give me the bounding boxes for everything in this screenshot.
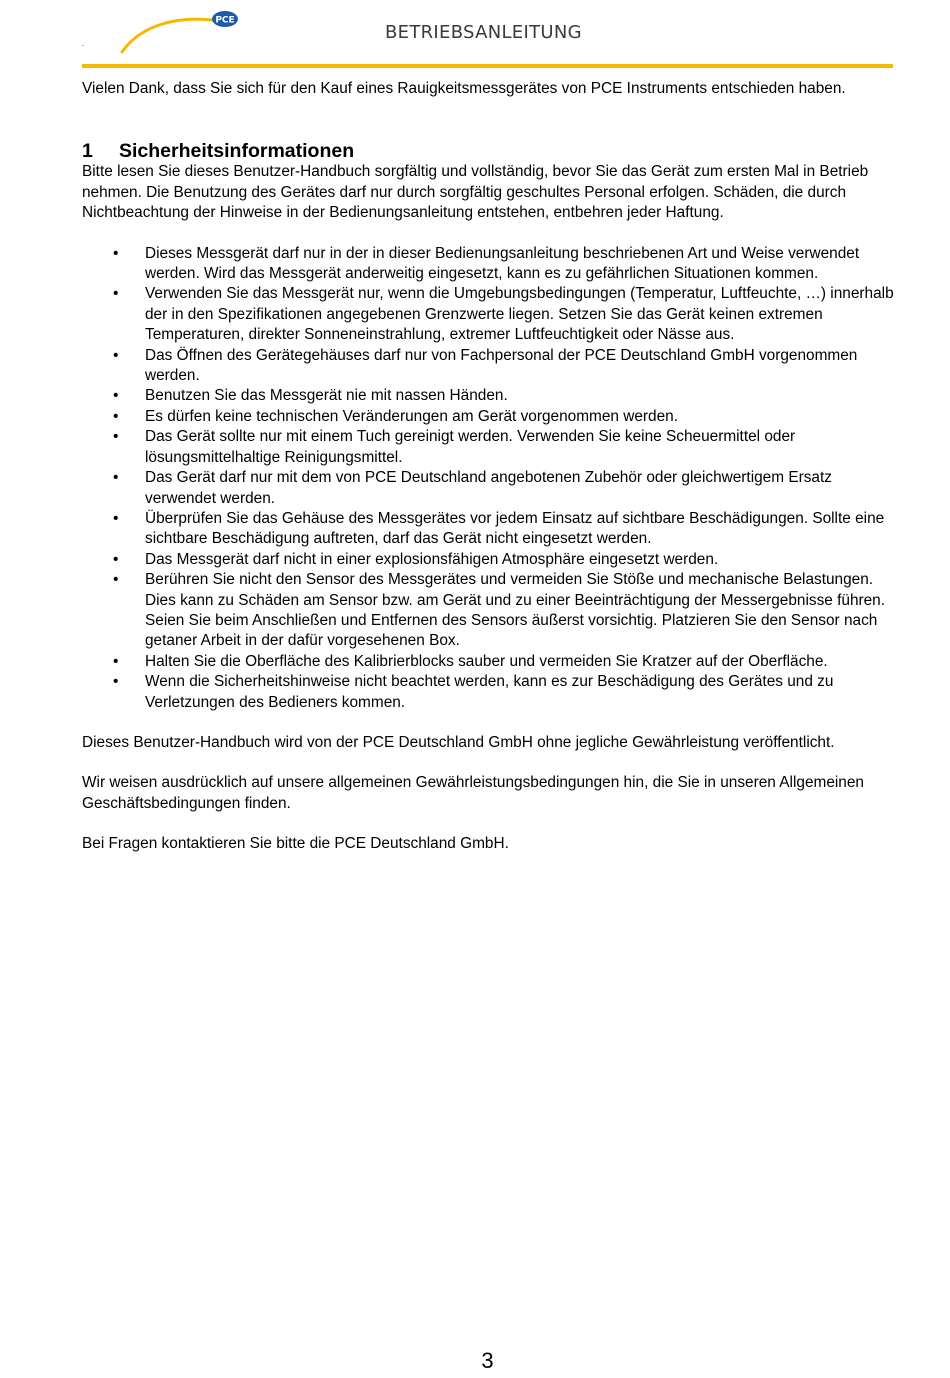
bullet-icon: • xyxy=(113,346,119,364)
list-item: • Das Gerät sollte nur mit einem Tuch gereinigt werden. Verwenden Sie keine Scheuermittel oder lösungsmittelhaltige Reinigungsmittel. xyxy=(113,428,796,466)
bullet-icon: • xyxy=(113,387,119,405)
list-item: • Berühren Sie nicht den Sensor des Messgerätes und vermeiden Sie Stöße und mechanische Belastungen. Dies kann zu Schäden am Sensor bzw. am Gerät und zu einer Beeinträchtigung der Messergebnisse führen. Seien Sie beim Anschließen und Entfernen des Sensors äußerst vorsichtig. Platzieren Sie den Sensor nach getaner Arbeit in der dafür vorgesehenen Box. xyxy=(113,571,886,650)
list-item: • Überprüfen Sie das Gehäuse des Messgerätes vor jedem Einsatz auf sichtbare Beschädigungen. Sollte eine sichtbare Beschädigung auftreten, darf das Gerät nicht eingesetzt werden. xyxy=(113,509,885,548)
bullet-icon: • xyxy=(113,244,119,262)
section-title: Sicherheitsinformationen xyxy=(119,140,355,163)
contact-paragraph: Bei Fragen kontaktieren Sie bitte die PCE Deutschland GmbH. xyxy=(82,835,509,853)
page-number: 3 xyxy=(481,1348,494,1373)
section-number: 1 xyxy=(82,140,93,163)
list-item: • Halten Sie die Oberfläche des Kalibrierblocks sauber und vermeiden Sie Kratzer auf der Oberfläche. xyxy=(82,652,897,672)
page-content xyxy=(82,79,897,875)
section-heading xyxy=(82,140,897,162)
list-item: • Es dürfen keine technischen Veränderungen am Gerät vorgenommen werden. xyxy=(82,407,897,427)
list-item: • Verwenden Sie das Messgerät nur, wenn die Umgebungsbedingungen (Temperatur, Luftfeuchte, …) innerhalb der in den Spezifikationen angegebenen Grenzwerte liegen. Setzen Sie das Gerät keinen extremen Temperaturen, direkter Sonneneinstrahlung, extremer Luftfeuchtigkeit oder Nässe aus. xyxy=(113,285,894,344)
bullet-icon: • xyxy=(113,428,119,446)
bullet-icon: • xyxy=(113,550,119,568)
header-divider xyxy=(82,64,893,68)
closing-notes xyxy=(82,733,897,855)
document-type-title: BETRIEBSANLEITUNG xyxy=(385,22,582,43)
list-item: • Benutzen Sie das Messgerät nie mit nassen Händen. xyxy=(82,386,897,406)
bullet-icon: • xyxy=(113,652,119,670)
disclaimer-paragraph: Dieses Benutzer-Handbuch wird von der PCE Deutschland GmbH ohne jegliche Gewährleistung veröffentlicht. xyxy=(82,733,835,751)
list-item: • Dieses Messgerät darf nur in der in dieser Bedienungsanleitung beschriebenen Art und Weise verwendet werden. Wird das Messgerät anderweitig eingesetzt, kann es zu gefährlichen Situationen kommen. xyxy=(113,244,860,283)
section-body: Bitte lesen Sie dieses Benutzer-Handbuch sorgfältig und vollständig, bevor Sie das Gerät zum ersten Mal in Betrieb nehmen. Die Benutzung des Gerätes darf nur durch sorgfältig geschultes Personal erfolgen. Schäden, die durch Nichtbeachtung der Hinweise in der Bedienungsanleitung entstehen, entbehren jeder Haftung. xyxy=(82,163,869,222)
list-item: • Wenn die Sicherheitshinweise nicht beachtet werden, kann es zur Beschädigung des Gerätes und zu Verletzungen des Bedieners kommen. xyxy=(113,673,834,711)
bullet-icon: • xyxy=(113,571,119,589)
bullet-icon: • xyxy=(113,673,119,691)
bullet-icon: • xyxy=(113,407,119,425)
list-item: • Das Messgerät darf nicht in einer explosionsfähigen Atmosphäre eingesetzt werden. xyxy=(82,550,897,570)
list-item: • Das Gerät darf nur mit dem von PCE Deutschland angebotenen Zubehör oder gleichwertigem Ersatz verwendet werden. xyxy=(113,469,832,507)
intro-paragraph: Vielen Dank, dass Sie sich für den Kauf eines Rauigkeitsmessgerätes von PCE Instruments entschieden haben. xyxy=(82,80,846,97)
logo-brand-text: PCE xyxy=(215,15,235,26)
page-header xyxy=(0,0,950,70)
bullet-icon: • xyxy=(113,285,119,303)
bullet-icon: • xyxy=(113,469,119,487)
warranty-paragraph: Wir weisen ausdrücklich auf unsere allgemeinen Gewährleistungsbedingungen hin, die Sie in unseren Allgemeinen Geschäftsbedingungen finden. xyxy=(82,774,864,812)
safety-rules-list xyxy=(82,244,897,713)
bullet-icon: • xyxy=(113,509,119,527)
pce-logo xyxy=(80,8,250,54)
list-item: • Das Öffnen des Gerätegehäuses darf nur von Fachpersonal der PCE Deutschland GmbH vorgenommen werden. xyxy=(113,346,858,385)
